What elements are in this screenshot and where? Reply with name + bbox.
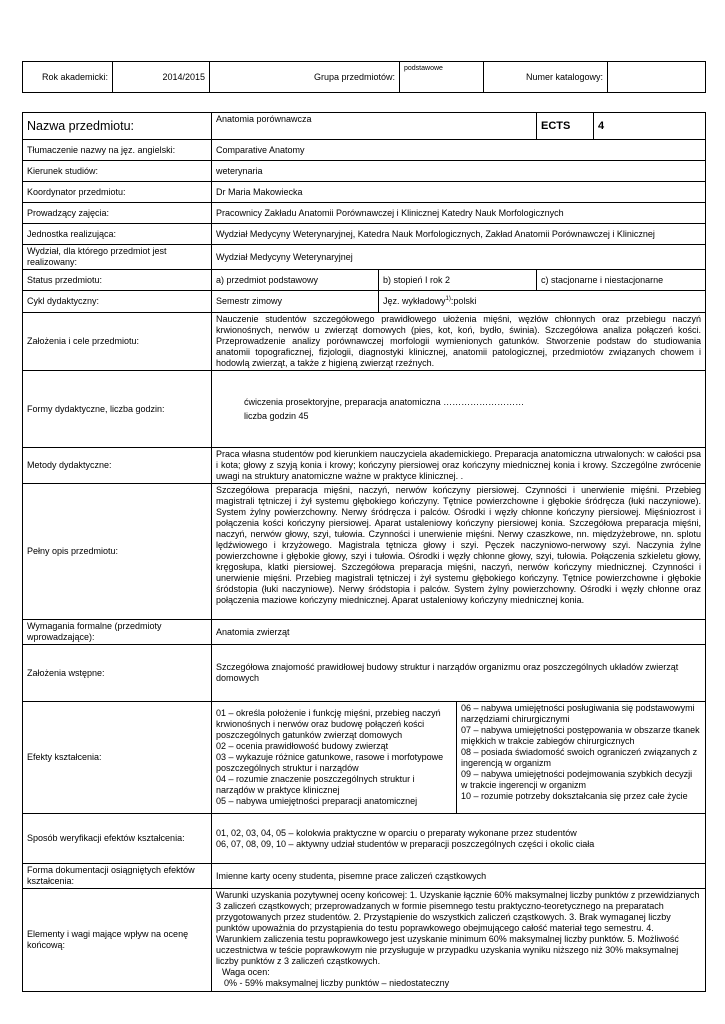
formy-label: Formy dydaktyczne, liczba godzin: (23, 371, 212, 448)
row-tlumaczenie (23, 140, 706, 161)
jedn-value: Wydział Medycyny Weterynaryjnej, Katedra Nauk Morfologicznych, Zakład Anatomii Porównawczej i Klinicznej (212, 224, 706, 245)
zalw-label: Założenia wstępne: (23, 645, 212, 702)
header-table (22, 61, 706, 93)
grupa-label: Grupa przedmiotów: (210, 62, 400, 93)
cykl-value: Semestr zimowy (212, 291, 379, 313)
forma-value: Imienne karty oceny studenta, pisemne prace zaliczeń cząstkowych (212, 864, 706, 889)
row-efekty (23, 702, 706, 814)
row-kierunek (23, 161, 706, 182)
status-a: a) przedmiot podstawowy (212, 270, 379, 291)
waga-label: Waga ocen: (222, 967, 270, 977)
koord-label: Koordynator przedmiotu: (23, 182, 212, 203)
row-zalozenia (23, 313, 706, 371)
formy-cell (212, 371, 706, 448)
cykl-label: Cykl dydaktyczny: (23, 291, 212, 313)
nazwa-value: Anatomia porównawcza (212, 113, 537, 140)
grupa-value: podstawowe (400, 62, 484, 93)
status-b: b) stopień I rok 2 (379, 270, 537, 291)
row-forma-dok (23, 864, 706, 889)
koord-value: Dr Maria Makowiecka (212, 182, 706, 203)
row-elementy (23, 889, 706, 992)
row-metody (23, 448, 706, 484)
ects-value: 4 (594, 113, 706, 140)
jedn-label: Jednostka realizująca: (23, 224, 212, 245)
formy-line1: ćwiczenia prosektoryjne, preparacja anatomiczna ……………………… (244, 396, 525, 407)
row-zalozenia-wstepne (23, 645, 706, 702)
elem-value: Warunki uzyskania pozytywnej oceny końcowej: 1. Uzyskanie łącznie 60% maksymalnej liczby punktów z przewidzianych 3 zaliczeń cząstkowych; przeprowadzanych w formie pisemnego testu praktyczno-teoretycznego na preparatach przygotowanych przez studentów. 2. Przystąpienie do wszystkich zaliczeń cząstkowych. 3. Brak wymaganej liczby punktów upoważnia do przystąpienia do testu poprawkowego obejmującego całość materiał tego semestru. 4. Warunkiem zaliczenia testu poprawkowego jest uzyskanie minimum 60% maksymalnej liczby punktów. 5. Możliwość uczestnictwa w teście poprawkowym nie przysługuje w przypadku uzyskania wyniku niższego niż 30% maksymalnej liczby punktów z 3 zaliczeń cząstkowych. (216, 890, 700, 966)
jez-sup: 1) (445, 296, 451, 302)
course-table (22, 112, 706, 992)
row-wymagania (23, 620, 706, 645)
wym-label: Wymagania formalne (przedmioty wprowadzające): (23, 620, 212, 645)
status-label: Status przedmiotu: (23, 270, 212, 291)
tlum-label: Tłumaczenie nazwy na jęz. angielski: (23, 140, 212, 161)
kier-value: weterynaria (212, 161, 706, 182)
waga-first: 0% - 59% maksymalnej liczby punktów – niedostateczny (224, 978, 450, 988)
status-c: c) stacjonarne i niestacjonarne (537, 270, 706, 291)
opis-value: Szczegółowa preparacja mięśni, naczyń, nerwów kończyny piersiowej. Czynności i unerwienie mięśni. Przebieg magistrali tętniczej i żył systemu głębokiego kończyny. Tętnice powierzchowne i głębokie śródręcza (łuki naczyniowe). System żylny powierzchowny. Nerwy śródręcza i palców. Ośrodki i węzły chłonne kończyny piersiowej. Mięśniozrost i połączenia kości kończyny piersiowej. Aparat ustaleniowy kończyny piersiowej konia. Szczegółowa preparacja mięśni, naczyń, nerwów głowy, szyi, tułowia. Czynności i unerwienie mięśni. Nerwy czaszkowe, nn. międzyżebrowe, nn. splotu lędźwiowego i krzyżowego. Magistrala tętnicza głowy i szyi. Pęczek naczyniowo-nerwowy szyi. Naczynia żylne powierzchowne i głębokie głowy, szyi i tułowia. Ośrodki i węzły chłonne głowy, szyi, tułowia. Połączenia szkieletu głowy, kręgosłupa, klatki piersiowej. Szczegółowa preparacja mięśni, naczyń, nerwów kończyny miednicznej. Czynności i unerwienie mięśni. Przebieg magistrali tętniczej i żył systemu głębokiego kończyny. Tętnice powierzchowne i głębokie śródstopia (łuki naczyniowe). Nerwy śródstopia i palców. System żylny powierzchowny. Ośrodki i węzły chłonne oraz połączenia maziowe kończyny miednicznej. Aparat ustaleniowy kończyny miednicznej konia. (212, 484, 706, 620)
metody-label: Metody dydaktyczne: (23, 448, 212, 484)
row-wydzial (23, 245, 706, 270)
tlum-value: Comparative Anatomy (212, 140, 706, 161)
sposob-value: 01, 02, 03, 04, 05 – kolokwia praktyczne w oparciu o preparaty wykonane przez studentów 06, 07, 08, 09, 10 – aktywny udział studentów w preparacji poszczególnych części i okolic ciała (212, 814, 706, 864)
nazwa-label: Nazwa przedmiotu: (23, 113, 212, 140)
rok-value: 2014/2015 (113, 62, 210, 93)
jez-value: :polski (450, 296, 477, 306)
numer-label: Numer katalogowy: (484, 62, 608, 93)
wydz-value: Wydział Medycyny Weterynaryjnej (212, 245, 706, 270)
zalw-value: Szczegółowa znajomość prawidłowej budowy struktur i narządów organizmu oraz poszczególnych układów zwierząt domowych (212, 645, 706, 702)
numer-value (608, 62, 706, 93)
elem-cell (212, 889, 706, 992)
forma-label: Forma dokumentacji osiągniętych efektów kształcenia: (23, 864, 212, 889)
efekty-left: 01 – określa położenie i funkcję mięśni, przebieg naczyń krwionośnych i nerwów oraz budowę połączeń kości poszczególnych gatunków zwierząt domowych 02 – ocenia prawidłowość budowy zwierząt 03 – wykazuje różnice gatunkowe, rasowe i morfotypowe poszczególnych struktur i narządów 04 – rozumie znaczenie poszczególnych struktur i narządów w praktyce klinicznej 05 – nabywa umiejętności preparacji anatomicznej (212, 702, 457, 814)
row-status (23, 270, 706, 291)
ects-label: ECTS (537, 113, 594, 140)
row-opis (23, 484, 706, 620)
prow-value: Pracownicy Zakładu Anatomii Porównawczej i Klinicznej Katedry Nauk Morfologicznych (212, 203, 706, 224)
metody-value: Praca własna studentów pod kierunkiem nauczyciela akademickiego. Preparacja anatomiczna utrwalonych: w całości psa i kota; głowy z szyją konia i krowy; kończyny piersiowej oraz kończyny miednicznej konia i krowy. Szczególne zwrócenie uwagi na struktury anatomiczne ważne w praktyce klinicznej. . (212, 448, 706, 484)
sposob-label: Sposób weryfikacji efektów kształcenia: (23, 814, 212, 864)
row-koordynator (23, 182, 706, 203)
formy-line2: liczba godzin 45 (244, 410, 309, 421)
elem-label: Elementy i wagi mające wpływ na ocenę końcową: (23, 889, 212, 992)
row-nazwa (23, 113, 706, 140)
zal-value: Nauczenie studentów szczegółowego prawidłowego ułożenia mięśni, węzłów chłonnych oraz przebiegu naczyń krwionośnych, nerwów u zwierząt domowych (pies, kot, koń, bydło, świnia). Szczegółowa analiza połączeń kości. Przeprowadzenie analizy porównawczej morfologii wymienionych gatunków. Stworzenie podstaw do studiowania anatomii topograficznej, fizjologii, diagnostyki klinicznej, anatomii patologicznej, przedmiotów związanych chowem i hodowlą zwierząt, a także z higieną zwierząt rzeźnych. (212, 313, 706, 371)
jez-label: Jęz. wykładowy (383, 296, 446, 306)
row-formy (23, 371, 706, 448)
row-sposob (23, 814, 706, 864)
row-cykl (23, 291, 706, 313)
row-prowadzacy (23, 203, 706, 224)
wydz-label: Wydział, dla którego przedmiot jest realizowany: (23, 245, 212, 270)
opis-label: Pełny opis przedmiotu: (23, 484, 212, 620)
rok-label: Rok akademicki: (23, 62, 113, 93)
wym-value: Anatomia zwierząt (212, 620, 706, 645)
prow-label: Prowadzący zajęcia: (23, 203, 212, 224)
kier-label: Kierunek studiów: (23, 161, 212, 182)
jezyk-cell (379, 291, 706, 313)
zal-label: Założenia i cele przedmiotu: (23, 313, 212, 371)
efekty-label: Efekty kształcenia: (23, 702, 212, 814)
row-jednostka (23, 224, 706, 245)
efekty-right: 06 – nabywa umiejętności posługiwania się podstawowymi narzędziami chirurgicznymi 07 – nabywa umiejętności postępowania w obszarze tkanek miękkich w trakcie zabiegów chirurgicznych 08 – posiada świadomość swoich ograniczeń związanych z ingerencją w organizm 09 – nabywa umiejętności podejmowania szybkich decyzji w trakcie ingerencji w organizm 10 – rozumie potrzeby dokształcania się przez całe życie (457, 702, 706, 814)
